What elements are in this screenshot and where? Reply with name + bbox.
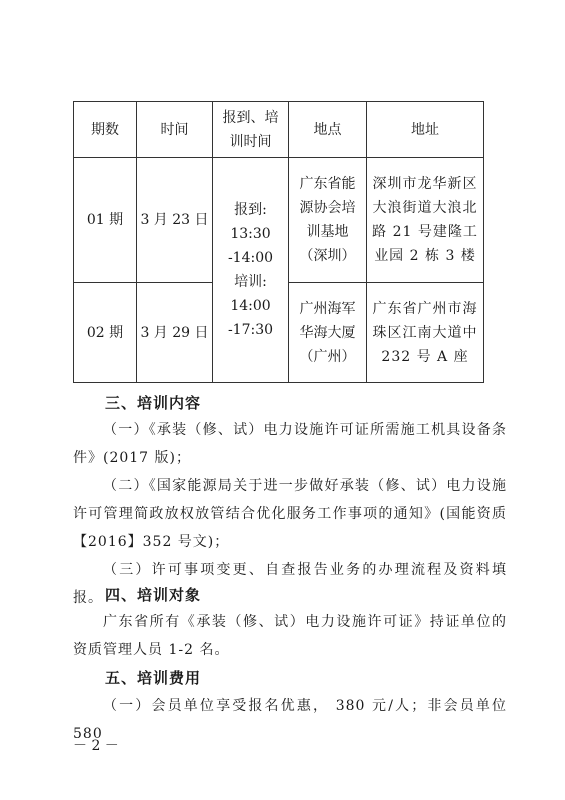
table-header-row [74, 102, 484, 158]
checkin-label: 报到: [234, 202, 267, 218]
cell-address: 深圳市龙华新区大浪街道大浪北路 21 号建隆工业园 2 栋 3 楼 [367, 158, 484, 283]
cell-address: 广东省广州市海珠区江南大道中 232 号 A 座 [367, 283, 484, 383]
cell-date: 3 月 23 日 [137, 158, 213, 283]
cell-period: 01 期 [74, 158, 137, 283]
paragraph: 广东省所有《承装（修、试）电力设施许可证》持证单位的资质管理人员 1-2 名。 [73, 614, 507, 658]
cell-location: 广州海军华海大厦（广州） [289, 283, 367, 383]
paragraph: （三）许可事项变更、自查报告业务的办理流程及资料填报。 [73, 562, 507, 606]
header-period: 期数 [74, 102, 137, 158]
header-location: 地点 [289, 102, 367, 158]
checkin-start: 13:30 [230, 226, 271, 242]
header-address: 地址 [367, 102, 484, 158]
page-number: － 2 － [73, 738, 119, 754]
table-row [74, 158, 484, 283]
section-heading-training-target: 四、培训对象 [105, 586, 202, 604]
section-heading-training-content: 三、培训内容 [105, 394, 202, 412]
paragraph: （二）《国家能源局关于进一步做好承装（修、试）电力设施许可管理简政放权放管结合优化服务工作事项的通知》(国能资质【2016】352 号文)； [73, 478, 507, 550]
section-heading-training-fee: 五、培训费用 [105, 669, 202, 687]
cell-location: 广东省能源协会培训基地（深圳） [289, 158, 367, 283]
paragraph: （一）会员单位享受报名优惠， 380 元/人；非会员单位 580 [73, 698, 507, 742]
cell-period: 02 期 [74, 283, 137, 383]
training-start: 14:00 [230, 298, 271, 314]
training-end: -17:30 [227, 322, 274, 338]
cell-date: 3 月 29 日 [137, 283, 213, 383]
checkin-end: -14:00 [227, 250, 274, 266]
training-schedule-table [73, 101, 484, 383]
cell-checkin-training-time [213, 158, 289, 383]
header-checkin-time: 报到、培训时间 [213, 102, 289, 158]
training-label: 培训: [234, 274, 267, 290]
header-date: 时间 [137, 102, 213, 158]
paragraph: （一）《承装（修、试）电力设施许可证所需施工机具设备条件》(2017 版)； [73, 422, 507, 466]
